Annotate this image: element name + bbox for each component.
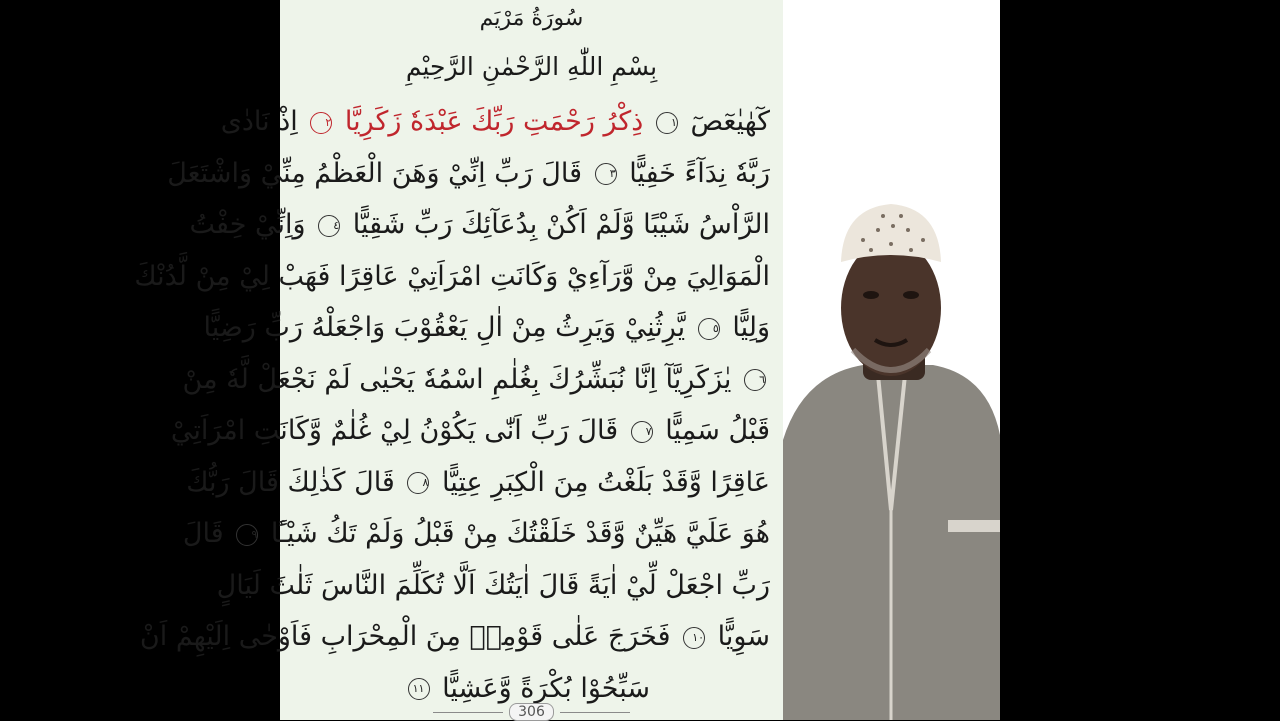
verse-line [139, 611, 770, 663]
verse-text: رَبِّ اجْعَلْ لِّيْ اٰيَةً قَالَ اٰيَتُكَ اَلَّا تُكَلِّمَ النَّاسَ ثَلٰثَ لَيَالٍ [216, 569, 770, 601]
verse-lines [134, 96, 770, 714]
basmala: بِسْمِ اللّٰهِ الرَّحْمٰنِ الرَّحِيْمِ [405, 52, 658, 81]
ayah-number-marker: ٦ [744, 369, 766, 391]
verse-line [170, 405, 770, 457]
reciter-photo [783, 200, 1000, 720]
verse-text: قَالَ كَذٰلِكَ قَالَ رَبُّكَ [186, 466, 404, 498]
verse-line [189, 199, 770, 251]
verse-text: وَلِيًّا [723, 312, 770, 343]
ayah-number-marker: ٥ [698, 318, 720, 340]
verse-text: الرَّاْسُ شَيْبًا وَّلَمْ اَكُنْ بِدُعَآئِكَ رَبِّ شَقِيًّا [344, 209, 770, 240]
ayah-number-marker: ٩ [236, 524, 258, 546]
verse-text: قَالَ رَبِّ اِنِّيْ وَهَنَ الْعَظْمُ مِنِّيْ وَاشْتَعَلَ [167, 157, 591, 189]
verse-text: قَالَ [182, 518, 233, 549]
highlighted-verse-text: ذِكْرُ رَحْمَتِ رَبِّكَ عَبْدَهٗ زَكَرِيَّا [336, 106, 652, 137]
ayah-number-marker: ٨ [407, 472, 429, 494]
verse-text: قَبْلُ سَمِيًّا [656, 415, 770, 446]
verse-text: الْمَوَالِيَ مِنْ وَّرَآءِيْ وَكَانَتِ امْرَاَتِيْ عَاقِرًا فَهَبْ لِيْ مِنْ لَّدُنْكَ [134, 260, 770, 292]
verse-line [167, 148, 770, 200]
verse-line [203, 302, 770, 354]
verse-line [216, 560, 770, 612]
video-frame [134, 0, 1000, 720]
surah-title: سُورَةُ مَرْيَم [479, 6, 584, 31]
ayah-number-marker: ١١ [408, 678, 430, 700]
verse-text: وَاِنِّيْ خِفْتُ [189, 209, 315, 240]
verse-text: فَخَرَجَ عَلٰى قَوْمِهٖ مِنَ الْمِحْرَابِ فَاَوْحٰى اِلَيْهِمْ اَنْ [139, 621, 680, 652]
ayah-number-marker: ١٠ [683, 627, 705, 649]
page-footer [280, 704, 783, 720]
verse-text: هُوَ عَلَيَّ هَيِّنٌ وَّقَدْ خَلَقْتُكَ مِنْ قَبْلُ وَلَمْ تَكُ شَيْـًٔا [262, 518, 770, 549]
ayah-number-marker: ٧ [631, 421, 653, 443]
ayah-number-marker: ٣ [595, 163, 617, 185]
verse-text: سَبِّحُوْا بُكْرَةً وَّعَشِيًّا [433, 672, 650, 704]
verse-text: اِذْ نَادٰى [220, 106, 307, 137]
footer-ornament [433, 712, 503, 713]
ayah-number-marker: ٢ [310, 112, 332, 134]
kufi-cap [841, 204, 941, 262]
verse-text: يٰزَكَرِيَّآ اِنَّا نُبَشِّرُكَ بِغُلٰمِ اسْمُهٗ يَحْيٰى لَمْ نَجْعَلْ لَّهٗ مِنْ [182, 363, 740, 395]
verse-line [134, 251, 770, 303]
ayah-number-marker: ٤ [318, 215, 340, 237]
footer-ornament [560, 712, 630, 713]
ayah-number-marker: ١ [656, 112, 678, 134]
verse-text: كٓهٰيٰعٓصٓ [681, 106, 770, 137]
page-number: 306 [509, 703, 554, 721]
verse-text: رَبَّهٗ نِدَآءً خَفِيًّا [620, 157, 770, 189]
verse-text: سَوِيًّا [709, 621, 770, 652]
verse-line [182, 508, 770, 560]
verse-line [220, 96, 770, 148]
verse-line [182, 354, 770, 406]
verse-text: قَالَ رَبِّ اَنّٰى يَكُوْنُ لِيْ غُلٰمٌ وَّكَانَتِ امْرَاَتِيْ [170, 415, 627, 446]
mushaf-page [134, 0, 783, 720]
verse-line [186, 457, 770, 509]
verse-text: عَاقِرًا وَّقَدْ بَلَغْتُ مِنَ الْكِبَرِ عِتِيًّا [433, 466, 770, 498]
verse-text: يَّرِثُنِيْ وَيَرِثُ مِنْ اٰلِ يَعْقُوْبَ وَاجْعَلْهُ رَبِّ رَضِيًّا [203, 312, 694, 343]
